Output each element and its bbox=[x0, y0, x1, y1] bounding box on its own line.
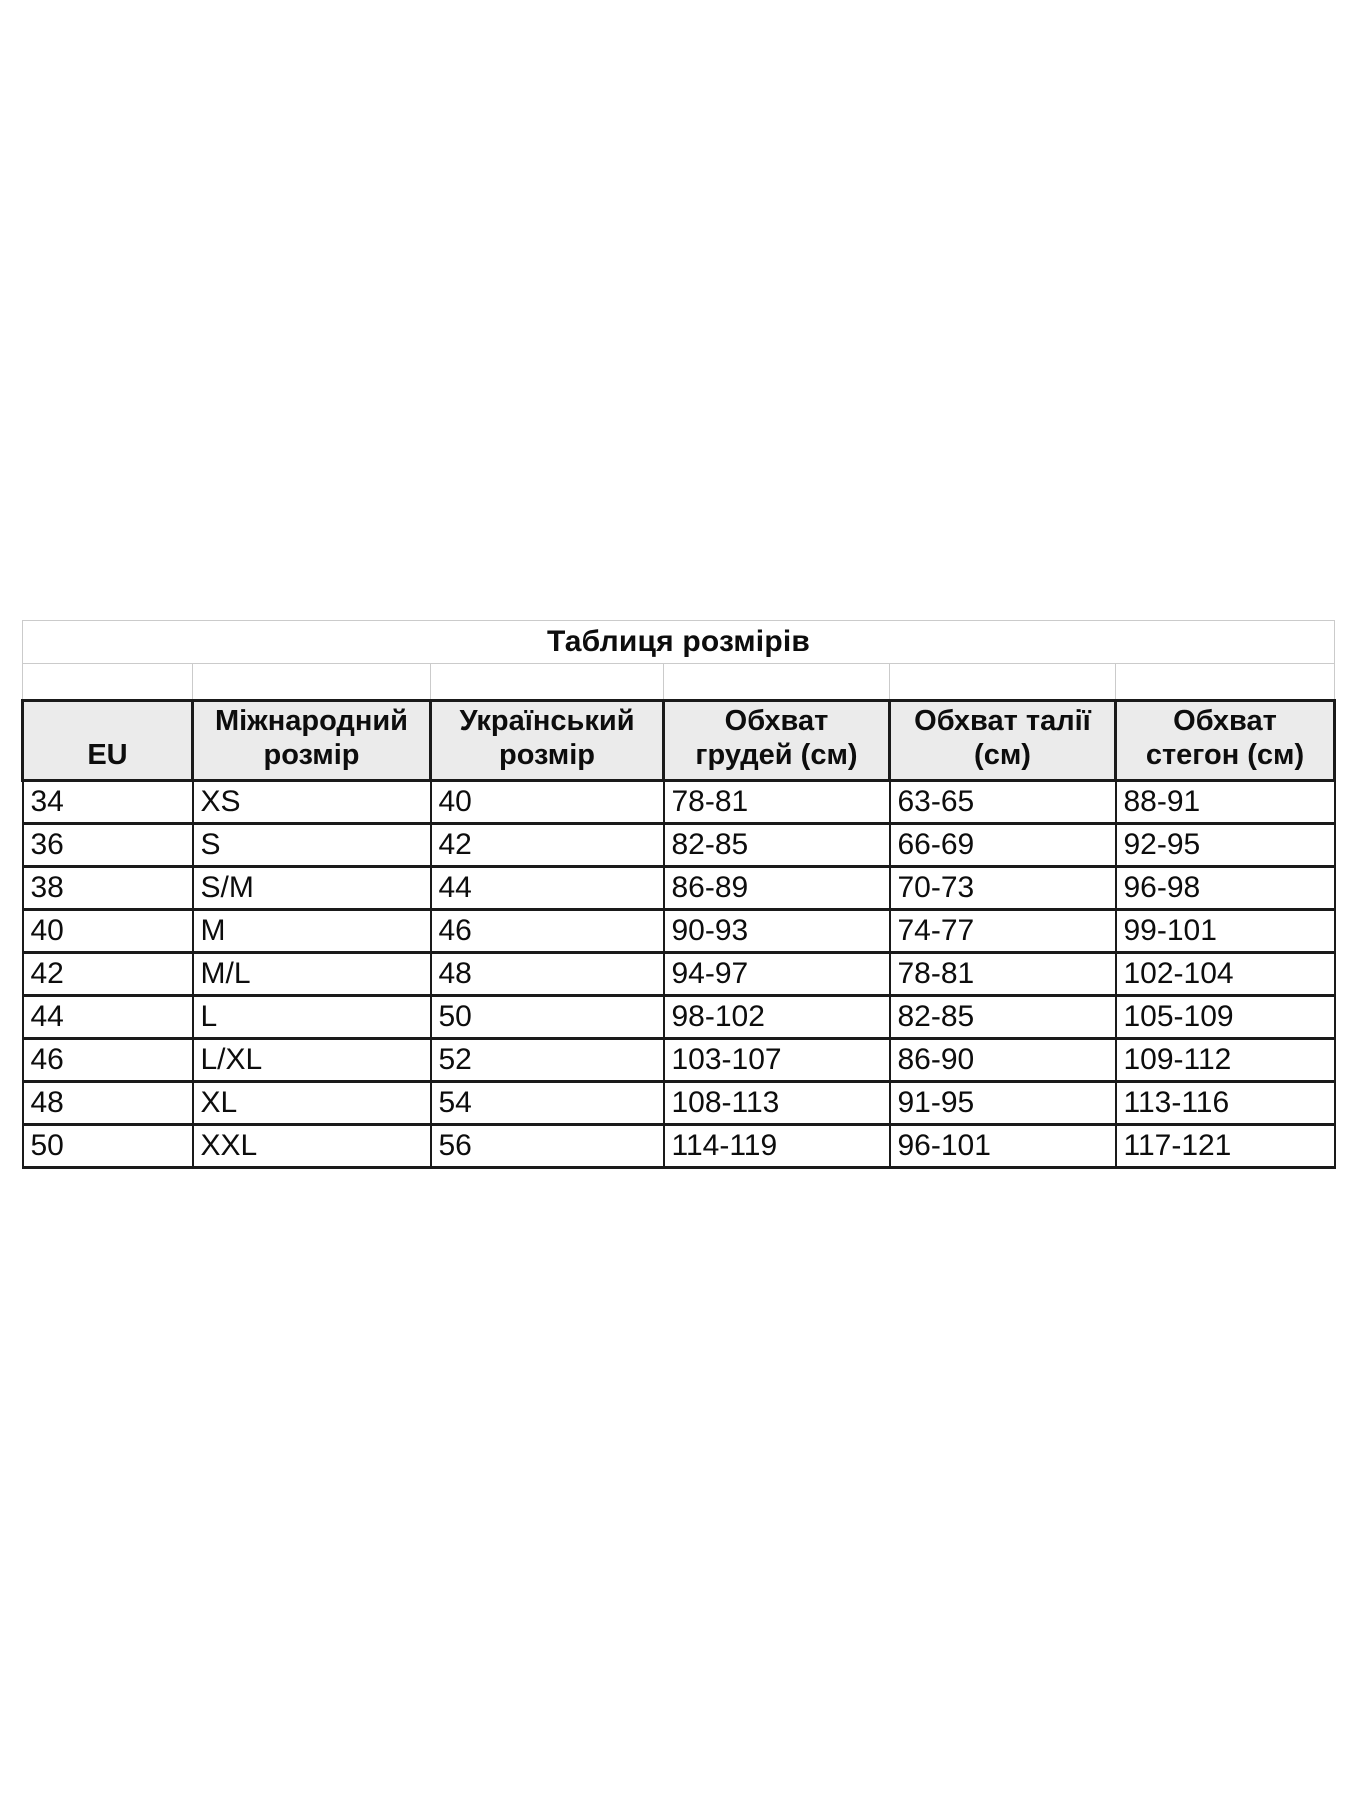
table-cell: 94-97 bbox=[664, 953, 890, 996]
column-header-line: (см) bbox=[974, 739, 1031, 772]
table-cell: 92-95 bbox=[1116, 824, 1335, 867]
table-cell: 46 bbox=[23, 1039, 193, 1082]
size-table-container bbox=[21, 620, 1333, 1169]
table-cell: 40 bbox=[431, 781, 664, 824]
table-cell: XL bbox=[193, 1082, 431, 1125]
table-row bbox=[23, 1039, 1335, 1082]
column-header-5 bbox=[1116, 701, 1335, 781]
table-cell: 82-85 bbox=[890, 996, 1116, 1039]
table-cell: 78-81 bbox=[664, 781, 890, 824]
table-cell: 98-102 bbox=[664, 996, 890, 1039]
table-cell: S bbox=[193, 824, 431, 867]
table-cell: 40 bbox=[23, 910, 193, 953]
table-cell: 70-73 bbox=[890, 867, 1116, 910]
table-cell: 114-119 bbox=[664, 1125, 890, 1168]
spacer-cell bbox=[664, 664, 890, 701]
spacer-cell bbox=[890, 664, 1116, 701]
table-cell: 48 bbox=[23, 1082, 193, 1125]
column-header-line: Обхват талії bbox=[914, 705, 1091, 737]
table-cell: 54 bbox=[431, 1082, 664, 1125]
column-header-line: грудей (см) bbox=[695, 739, 858, 772]
column-header-line: Український bbox=[459, 705, 635, 737]
table-row bbox=[23, 1082, 1335, 1125]
title-row bbox=[23, 621, 1335, 664]
size-table-head bbox=[23, 621, 1335, 781]
column-header-2 bbox=[431, 701, 664, 781]
table-row bbox=[23, 824, 1335, 867]
table-cell: 86-90 bbox=[890, 1039, 1116, 1082]
table-cell: 50 bbox=[431, 996, 664, 1039]
table-row bbox=[23, 910, 1335, 953]
header-row bbox=[23, 701, 1335, 781]
table-cell: 113-116 bbox=[1116, 1082, 1335, 1125]
table-cell: L/XL bbox=[193, 1039, 431, 1082]
column-header-0 bbox=[23, 701, 193, 781]
size-table bbox=[21, 620, 1336, 1169]
table-cell: 38 bbox=[23, 867, 193, 910]
table-cell: 96-101 bbox=[890, 1125, 1116, 1168]
table-cell: 42 bbox=[431, 824, 664, 867]
column-header-line: стегон (см) bbox=[1145, 739, 1305, 772]
size-table-body bbox=[23, 781, 1335, 1168]
table-cell: 42 bbox=[23, 953, 193, 996]
table-row bbox=[23, 781, 1335, 824]
table-cell: 88-91 bbox=[1116, 781, 1335, 824]
column-header-line: розмір bbox=[263, 739, 360, 772]
table-row bbox=[23, 953, 1335, 996]
table-cell: 52 bbox=[431, 1039, 664, 1082]
column-header-3 bbox=[664, 701, 890, 781]
table-cell: L bbox=[193, 996, 431, 1039]
table-row bbox=[23, 996, 1335, 1039]
spacer-cell bbox=[431, 664, 664, 701]
spacer-cell bbox=[23, 664, 193, 701]
spacer-cell bbox=[193, 664, 431, 701]
column-header-4 bbox=[890, 701, 1116, 781]
table-cell: 99-101 bbox=[1116, 910, 1335, 953]
table-cell: 96-98 bbox=[1116, 867, 1335, 910]
table-cell: 63-65 bbox=[890, 781, 1116, 824]
table-cell: 44 bbox=[23, 996, 193, 1039]
table-cell: 82-85 bbox=[664, 824, 890, 867]
column-header-line: Обхват bbox=[1173, 705, 1277, 737]
table-cell: S/M bbox=[193, 867, 431, 910]
table-cell: 108-113 bbox=[664, 1082, 890, 1125]
table-cell: 56 bbox=[431, 1125, 664, 1168]
table-cell: XS bbox=[193, 781, 431, 824]
table-cell: 91-95 bbox=[890, 1082, 1116, 1125]
table-cell: 36 bbox=[23, 824, 193, 867]
table-row bbox=[23, 867, 1335, 910]
table-cell: 44 bbox=[431, 867, 664, 910]
column-header-1 bbox=[193, 701, 431, 781]
table-title: Таблиця розмірів bbox=[23, 621, 1335, 664]
table-cell: 46 bbox=[431, 910, 664, 953]
table-cell: 34 bbox=[23, 781, 193, 824]
table-cell: 105-109 bbox=[1116, 996, 1335, 1039]
table-cell: 66-69 bbox=[890, 824, 1116, 867]
spacer-row bbox=[23, 664, 1335, 701]
table-cell: 74-77 bbox=[890, 910, 1116, 953]
table-cell: XXL bbox=[193, 1125, 431, 1168]
table-cell: 48 bbox=[431, 953, 664, 996]
table-row bbox=[23, 1125, 1335, 1168]
table-cell: 86-89 bbox=[664, 867, 890, 910]
table-cell: 109-112 bbox=[1116, 1039, 1335, 1082]
spacer-cell bbox=[1116, 664, 1335, 701]
table-cell: M/L bbox=[193, 953, 431, 996]
table-cell: 90-93 bbox=[664, 910, 890, 953]
column-header-line: Міжнародний bbox=[214, 705, 409, 737]
column-header-line: Обхват bbox=[724, 705, 829, 737]
table-cell: M bbox=[193, 910, 431, 953]
table-cell: 102-104 bbox=[1116, 953, 1335, 996]
column-header-line: розмір bbox=[499, 739, 595, 772]
table-cell: 50 bbox=[23, 1125, 193, 1168]
table-cell: 78-81 bbox=[890, 953, 1116, 996]
table-cell: 117-121 bbox=[1116, 1125, 1335, 1168]
table-cell: 103-107 bbox=[664, 1039, 890, 1082]
column-header-line: EU bbox=[87, 739, 128, 772]
